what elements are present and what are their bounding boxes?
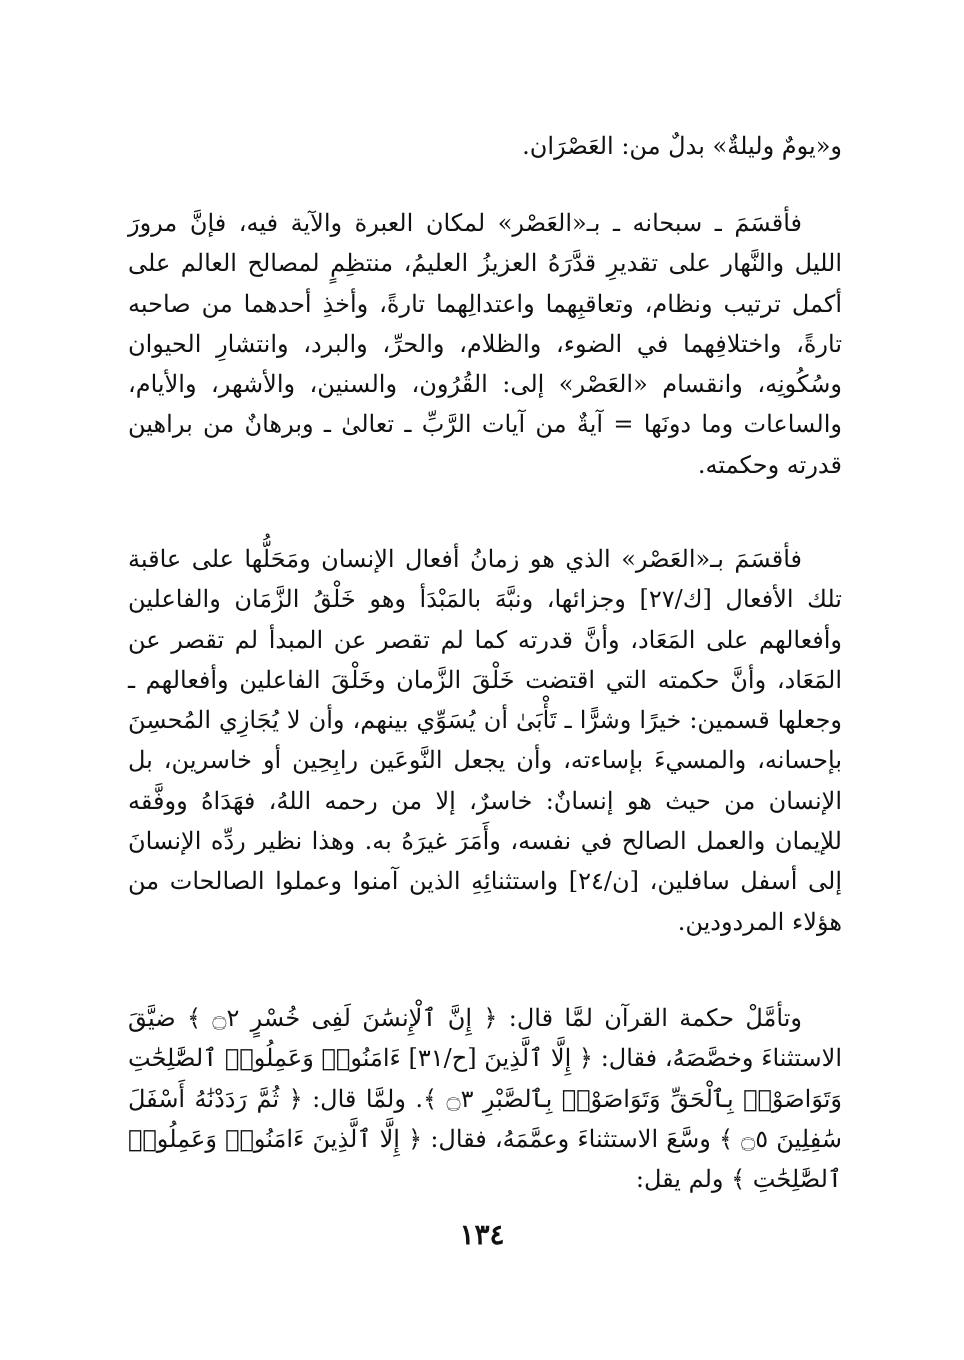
paragraph-definition: و«يومٌ وليلةٌ» بدلٌ من: العَصْرَان. bbox=[522, 132, 842, 160]
page-number: ١٣٤ bbox=[459, 1218, 505, 1251]
paragraph-quran-wisdom: وتأمَّلْ حكمة القرآن لمَّا قال: ﴿ إِنَّ ٱلْإِنسَٰنَ لَفِى خُسْرٍ ۝٢ ﴾ ضيَّقَ الاستثناءَ وخصَّصَهُ، فقال: ﴿ إِلَّا ٱلَّذِينَ [ح/٣١] ءَامَنُوا۟ وَعَمِلُوا۟ ٱلصَّٰلِحَٰتِ وَتَوَاصَوْا۟ بِٱلْحَقِّ وَتَوَاصَوْا۟ بِٱلصَّبْرِ ۝٣ ﴾. ولمَّا قال: ﴿ ثُمَّ رَدَدْنَٰهُ أَسْفَلَ سَٰفِلِينَ ۝٥ ﴾ وسَّعَ الاستثناءَ وعمَّمَهُ، فقال: ﴿ إِلَّا ٱلَّذِينَ ءَامَنُوا۟ وَعَمِلُوا۟ ٱلصَّٰلِحَٰتِ ﴾ ولم يقل: bbox=[128, 1004, 843, 1194]
paragraph-oath-deeds: فأقسَمَ بـ«العَصْر» الذي هو زمانُ أفعال الإنسان ومَحَلُّها على عاقبة تلك الأفعال [ك/٢٧] وجزائها، ونبَّهَ بالمَبْدَأ وهو خَلْقُ الزَّمَان والفاعلين وأفعالهم على المَعَاد، وأنَّ قدرته كما لم تقصر عن المبدأ لم تقصر عن المَعَاد، وأنَّ حكمته التي اقتضت خَلْقَ الزَّمان وخَلْقَ الفاعلين وأفعالهم ـ وجعلها قسمين: خيرًا وشرًّا ـ تَأْبَىٰ أن يُسَوِّي بينهم، وأن لا يُجَازِي المُحسِنَ بإحسانه، والمسيءَ بإساءته، وأن يجعل النَّوعَين رابِحِين أو خاسرين، بل الإنسان من حيث هو إنسانٌ: خاسرٌ، إلا من رحمه اللهُ، فهَدَاهُ ووفَّقه للإيمان والعمل الصالح في نفسه، وأَمَرَ غيرَهُ به. وهذا نظير ردِّه الإنسانَ إلى أسفل سافلين، [ن/٢٤] واستثنائِهِ الذين آمنوا وعملوا الصالحات من هؤلاء المردودين. bbox=[128, 545, 843, 936]
paragraph-oath-time: فأقسَمَ ـ سبحانه ـ بـ«العَصْر» لمكان العبرة والآية فيه، فإنَّ مرورَ الليل والنَّهار على تقديرِ قدَّرَهُ العزيزُ العليمُ، منتظِمٍ لمصالح العالم على أكمل ترتيب ونظام، وتعاقبِهما واعتدالِهما تارةً، وأخذِ أحدهما من صاحبه تارةً، واختلافِهما في الضوء، والظلام، والحرِّ، والبرد، وانتشارِ الحيوان وسُكُونِه، وانقسام «العَصْر» إلى: القُرُون، والسنين، والأشهر، والأيام، والساعات وما دونَها = آيةٌ من آيات الرَّبِّ ـ تعالىٰ ـ وبرهانٌ من براهين قدرته وحكمته. bbox=[128, 209, 842, 479]
